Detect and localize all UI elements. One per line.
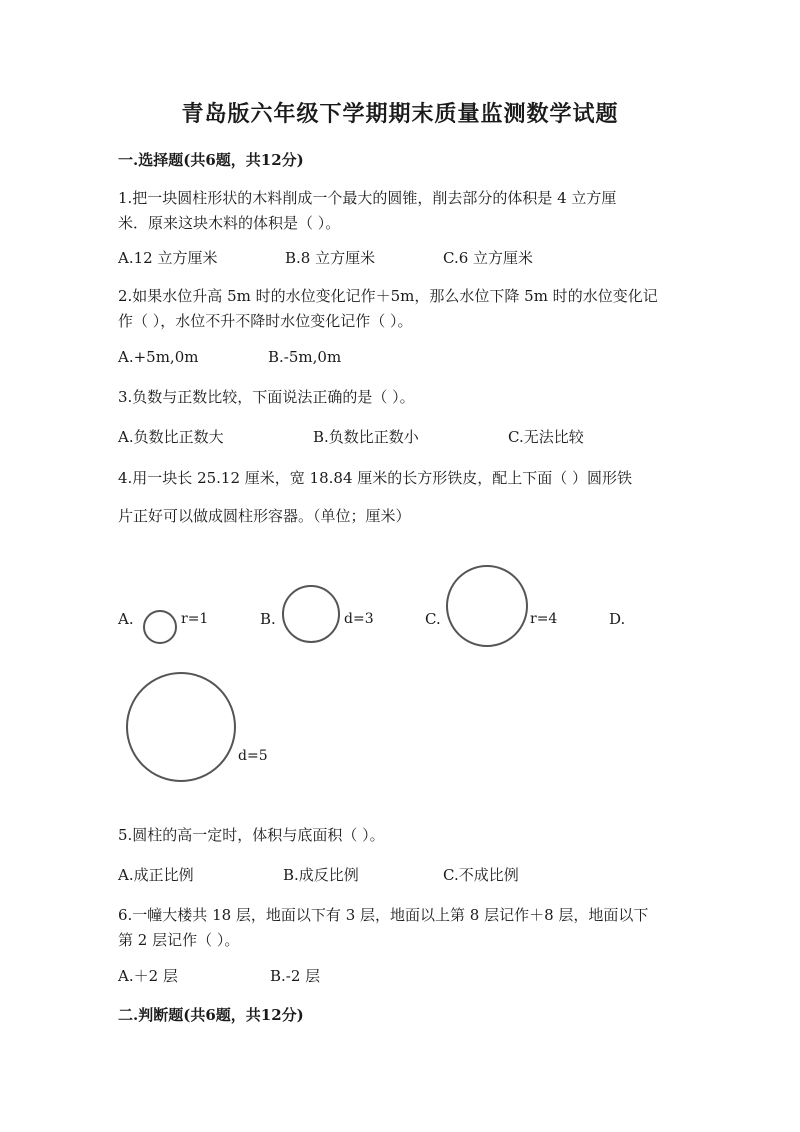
question-1-option-b[interactable]: B.8 立方厘米 [285, 249, 376, 267]
question-2-text-line1: 2.如果水位升高 5m 时的水位变化记作＋5m，那么水位下降 5m 时的水位变化记 [118, 287, 658, 305]
question-5-text: 5.圆柱的高一定时，体积与底面积（ ）。 [118, 826, 385, 844]
question-1-text-line2: 米．原来这块木料的体积是（ ）。 [118, 214, 341, 232]
question-2-option-a[interactable]: A.+5m,0m [118, 348, 199, 366]
question-3-option-a[interactable]: A.负数比正数大 [118, 428, 224, 446]
circle-option-d[interactable] [127, 673, 235, 781]
question-4-option-c[interactable]: C. [425, 610, 441, 628]
question-4-option-d[interactable]: D. [609, 610, 626, 628]
question-1-text-line1: 1.把一块圆柱形状的木料削成一个最大的圆锥，削去部分的体积是 4 立方厘 [118, 189, 617, 207]
circle-b-label: d=3 [344, 611, 374, 627]
question-6-text-line1: 6.一幢大楼共 18 层，地面以下有 3 层，地面以上第 8 层记作＋8 层，地面以下 [118, 906, 649, 924]
question-4-option-a[interactable]: A. [118, 610, 134, 628]
circle-d-label: d=5 [238, 748, 268, 764]
question-3-option-c[interactable]: C.无法比较 [508, 428, 584, 446]
question-4-option-b[interactable]: B. [260, 610, 276, 628]
question-4-text-line2: 片正好可以做成圆柱形容器。（单位；厘米） [118, 507, 411, 525]
question-6-text-line2: 第 2 层记作（ ）。 [118, 931, 240, 949]
question-5-option-b[interactable]: B.成反比例 [283, 866, 359, 884]
question-1-option-c[interactable]: C.6 立方厘米 [443, 249, 534, 267]
circle-a-label: r=1 [181, 611, 209, 627]
question-3-option-b[interactable]: B.负数比正数小 [313, 428, 419, 446]
question-1-option-a[interactable]: A.12 立方厘米 [118, 249, 218, 267]
question-3-text: 3.负数与正数比较，下面说法正确的是（ ）。 [118, 388, 415, 406]
page-title: 青岛版六年级下学期期末质量监测数学试题 [181, 101, 619, 127]
question-2-option-b[interactable]: B.-5m,0m [268, 348, 342, 366]
question-4-text-line1: 4.用一块长 25.12 厘米，宽 18.84 厘米的长方形铁皮，配上下面（ ）圆形铁 [118, 469, 633, 487]
circle-option-c[interactable] [447, 566, 527, 646]
circle-option-b[interactable] [283, 586, 339, 642]
question-5-option-a[interactable]: A.成正比例 [118, 866, 194, 884]
section-heading-choice: 一.选择题(共6题，共12分) [118, 151, 304, 169]
circle-c-label: r=4 [530, 611, 558, 627]
question-6-option-a[interactable]: A.＋2 层 [118, 967, 178, 985]
question-2-text-line2: 作（ ），水位不升不降时水位变化记作（ ）。 [118, 312, 413, 330]
question-6-option-b[interactable]: B.-2 层 [270, 967, 321, 985]
question-5-option-c[interactable]: C.不成比例 [443, 866, 519, 884]
section-heading-judgement: 二.判断题(共6题，共12分) [118, 1006, 304, 1024]
circle-option-a[interactable] [144, 611, 176, 643]
